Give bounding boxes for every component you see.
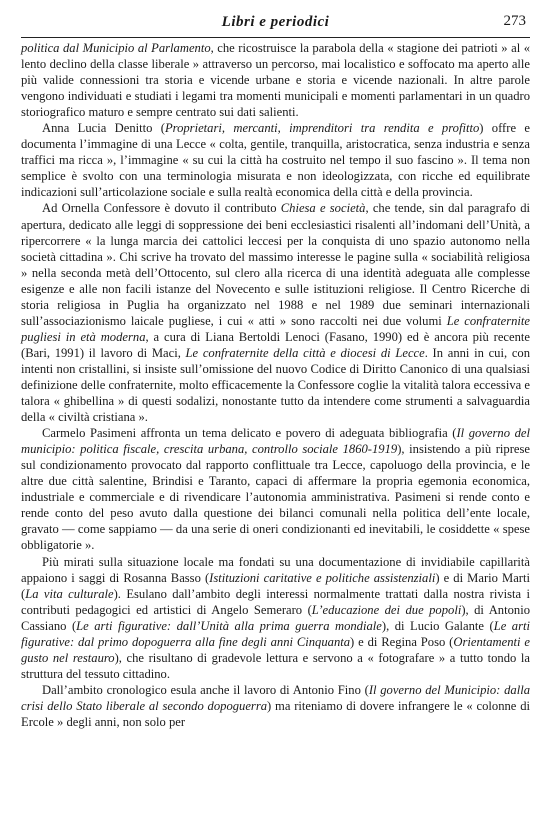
text-span: ), di Lucio Galante (: [381, 618, 494, 633]
text-span: Carmelo Pasimeni affronta un tema delicato e povero di adeguata bibliografia (: [42, 426, 457, 441]
italic-title-span: politica dal Municipio al Parlamento: [21, 41, 211, 55]
text-span: ) e di Mario Marti (: [21, 570, 530, 601]
text-span: ), di Antonio Cassiano (: [21, 602, 530, 633]
header-rule: [21, 37, 530, 38]
text-span: ), che risultano di gradevole lettura e servono a « fotografare » a tutto tondo la struttura del tessuto cittadino.: [21, 650, 530, 681]
text-span: Più mirati sulla situazione locale ma fondati su una documentazione di invidiabile capillarità appaiono i saggi di Rosanna Basso (: [21, 554, 530, 585]
italic-title-span: Le confraternite pugliesi in età moderna: [21, 313, 531, 344]
italic-title-span: Il governo del municipio: politica fiscale, crescita urbana, controllo sociale 1860-1919: [21, 426, 530, 457]
paragraph: [21, 200, 530, 425]
text-span: ), insistendo a più riprese sul condizionamento provocato dal rapporto conflittuale tra Lecce, capoluogo della provincia, e le altre due città salentine, Brindisi e Taranto, capaci di affermare la propria egemonia economica, industriale e commerciale e di rivendicare l’autonomia amministrativa. Pasimeni si rende conto e rende conto del peso avuto dalla questione dei bilanci comunali nella politica dell’ente locale, gravato — come sappiamo — da una serie di oneri condizionanti ed inevitabili, le cosiddette « spese obbligatorie ».: [21, 442, 530, 553]
italic-title-span: Istituzioni caritative e politiche assistenziali: [209, 570, 436, 585]
text-span: , a cura di Liana Bertoldi Lenoci (Fasano, 1990) ed è ancora più recente (Bari, 1991) il lavoro di Maci,: [21, 329, 531, 360]
paragraph: [21, 120, 530, 200]
running-title: Libri e periodici: [221, 14, 330, 30]
paragraph: [21, 40, 530, 120]
text-span: Dall’ambito cronologico esula anche il lavoro di Antonio Fino (: [42, 682, 369, 697]
italic-title-span: Orientamenti e gusto nel restauro: [21, 634, 530, 665]
paragraph: [21, 425, 530, 553]
page-body: [21, 40, 530, 730]
italic-title-span: Il governo del Municipio: dalla crisi dello Stato liberale al secondo dopoguerra: [21, 682, 530, 713]
italic-title-span: Chiesa e società: [280, 201, 366, 216]
text-span: . In anni in cui, con intenti non cristallini, si insiste sull’omissione del nuovo Codice di Diritto Canonico di una qualsiasi definizione delle confraternite, molto efficacemente la Confessore coglie la vitalità talora eccessiva e talora « ghibellina » di questi sodalizi, nonostante tutto da intendere come strumenti a salvaguardia della « civiltà cristiana ».: [21, 345, 531, 425]
paragraph: [21, 554, 530, 682]
italic-title-span: Le confraternite della città e diocesi di Lecce: [185, 345, 425, 360]
italic-title-span: La vita culturale: [25, 586, 114, 601]
page-header: [21, 10, 530, 40]
text-span: , che ricostruisce la parabola della « stagione dei patrioti » al « lento declino della classe liberale » attraverso un percorso, mai localistico e soffocato ma aperto alle più valide connessioni tra storia e vicende urbane e storia e vicende nazionali. In altre parole vengono individuati e studiati i legami tra momenti municipali e momenti parlamentari in un quadro storiografico maturo e sempre centrato sui dati salienti.: [21, 41, 531, 120]
italic-title-span: Le arti figurative: dal primo dopoguerra alla fine degli anni Cinquanta: [21, 618, 530, 649]
text-span: ). Esulano dall’ambito degli interessi normalmente trattati dalla nostra rivista i contributi pedagogici ed artistici di Angelo Semeraro (: [21, 586, 530, 617]
paragraph: [21, 682, 530, 730]
page-number: 273: [503, 13, 526, 29]
text-span: Anna Lucia Denitto (: [42, 121, 165, 136]
text-span: ) offre e documenta l’immagine di una Lecce « colta, gentile, tranquilla, aristocratica, senza industria e senza traffici ma ricca », l’immagine « su cui la città ha costruito nel tempo il suo fascino ». Il tema non semplice è svolto con una terminologia misurata e non ideologizzata, con ricche ed equilibrate indicazioni sull’articolazione sociale e sulla realtà economica della città e della provincia.: [21, 121, 530, 200]
text-span: Ad Ornella Confessore è dovuto il contributo: [42, 201, 281, 216]
italic-title-span: Le arti figurative: dall’Unità alla prima guerra mondiale: [76, 618, 382, 633]
text-span: ) e di Regina Poso (: [350, 634, 454, 649]
text-span: , che tende, sin dal paragrafo di apertura, dedicato alle leggi di soppressione dei beni ecclesiastici risalenti all’indomani dell’Unità, a ripercorrere « la lunga marcia dei cattolici leccesi per la conquista di uno spazio autonomo nella società cittadina ». Chi scrive ha trovato del massimo interesse le pagine sulla « sociabilità religiosa » nella seconda metà dell’Ottocento, sul clero alla ricerca di una identità adeguata alle complesse esigenze e alle non facili istanze del Novecento e sulle istituzioni religiose. Il Centro Ricerche di storia religiosa in Puglia ha organizzato nel 1988 e nel 1989 due seminari internazionali sull’associazionismo laicale pugliese, i cui « atti » sono raccolti nei due volumi: [21, 201, 530, 328]
italic-title-span: Proprietari, mercanti, imprenditori tra rendita e profitto: [164, 121, 480, 136]
italic-title-span: L’educazione dei due popoli: [311, 602, 462, 617]
text-span: ) ma riteniamo di dovere infrangere le « colonne di Ercole » degli anni, non solo per: [21, 698, 530, 729]
